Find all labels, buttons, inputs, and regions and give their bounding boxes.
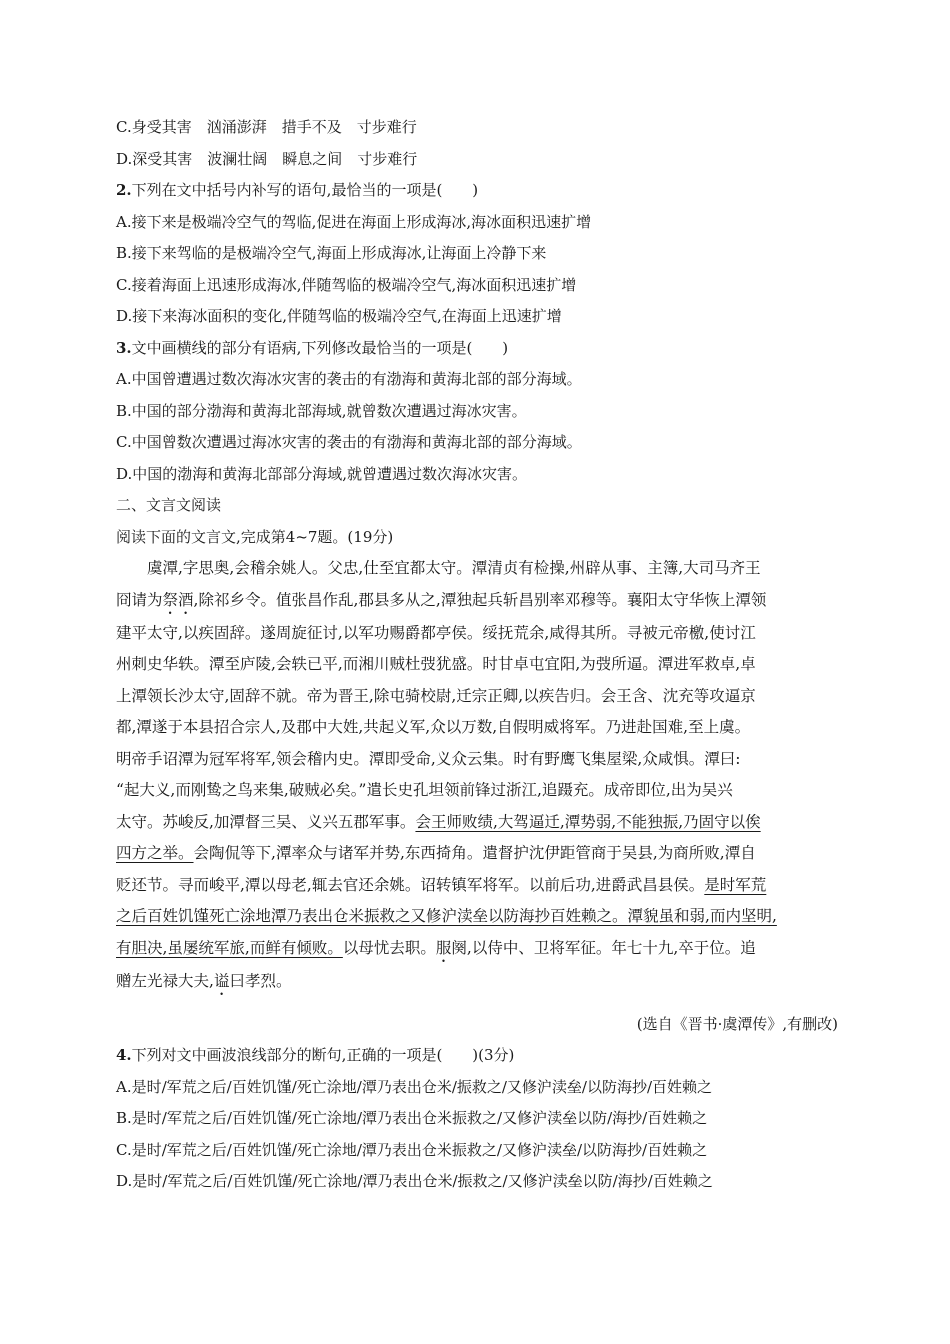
passage-text: ,除祁乡令。值张昌作乱,郡县多从之,潭独起兵斩昌别率邓穆等。襄阳太守华恢上潭领 bbox=[193, 590, 767, 609]
dotted-word: 服 bbox=[435, 938, 452, 957]
passage-line: 上潭领长沙太守,固辞不就。帝为晋王,除屯骑校尉,迁宗正卿,以疾告归。会王含、沈充等攻逼京 bbox=[116, 686, 756, 705]
passage-line: 建平太守,以疾固辞。遂周旋征讨,以军功赐爵都亭侯。绥抚荒余,咸得其所。寻被元帝檄,使讨江 bbox=[116, 623, 756, 642]
question-number: 4. bbox=[116, 1046, 132, 1064]
passage-line bbox=[116, 870, 838, 902]
classical-passage bbox=[116, 553, 838, 1040]
underlined-sentence: 四方之举。 bbox=[116, 844, 194, 862]
option-text: 中国曾遭遇过数次海冰灾害的袭击的有渤海和黄海北部的部分海域。 bbox=[131, 370, 582, 388]
q3-option-d bbox=[116, 459, 838, 491]
passage-text: 冏请为 bbox=[116, 590, 163, 609]
question-number: 2. bbox=[116, 181, 132, 199]
option-text: 中国的部分渤海和黄海北部海域,就曾数次遭遇过海冰灾害。 bbox=[131, 401, 527, 420]
option-letter: C. bbox=[116, 118, 132, 136]
option-text: 接下来海冰面积的变化,伴随驾临的极端冷空气,在海面上迅速扩增 bbox=[132, 307, 562, 325]
option-text: 是时/军荒之后/百姓饥馑/死亡涂地/潭乃表出仓米/振救之/又修沪渎垒/以防海抄/百姓赖之 bbox=[131, 1077, 713, 1096]
underlined-sentence: 会王师败绩,大驾逼迁,潭势弱,不能独振,乃固守以俟 bbox=[415, 812, 761, 831]
passage-line bbox=[116, 901, 838, 933]
passage-text: 以母忧去职。 bbox=[342, 938, 436, 957]
option-letter: A. bbox=[116, 1077, 132, 1096]
passage-line bbox=[116, 966, 838, 999]
dotted-word: 祭酒 bbox=[162, 590, 194, 609]
q2-option-b bbox=[116, 238, 838, 270]
q2-option-d bbox=[116, 301, 838, 333]
passage-text: 曰孝烈。 bbox=[229, 971, 292, 990]
wavy-underlined-sentence: 是时军荒 bbox=[704, 875, 767, 894]
question-2-stem bbox=[116, 175, 838, 207]
option-letter: D. bbox=[116, 149, 133, 168]
option-letter: A. bbox=[116, 212, 132, 231]
option-letter: C. bbox=[116, 275, 132, 294]
passage-text: 贬还节。寻而峻平,潭以母老,辄去官还余姚。诏转镇军将军。以前后功,进爵武昌县侯。 bbox=[116, 875, 705, 894]
q4-option-b bbox=[116, 1103, 838, 1135]
option-letter: B. bbox=[116, 244, 132, 262]
question-text: 下列在文中括号内补写的语句,最恰当的一项是( ) bbox=[131, 181, 479, 199]
option-text: 是时/军荒之后/百姓饥馑/死亡涂地/潭乃表出仓米振救之/又修沪渎垒/以防海抄/百姓赖之 bbox=[131, 1140, 708, 1159]
option-text: 接下来是极端冷空气的驾临,促进在海面上形成海冰,海冰面积迅速扩增 bbox=[131, 212, 592, 231]
dotted-word: 谥 bbox=[213, 971, 230, 990]
q3-option-b bbox=[116, 396, 838, 428]
passage-text: 太守。苏峻反,加潭督三吴、义兴五郡军事。 bbox=[116, 812, 416, 831]
underlined-sentence: 有胆决,虽屡统军旅,而鲜有倾败。 bbox=[116, 938, 343, 957]
passage-text: 赠左光禄大夫, bbox=[116, 971, 214, 990]
passage-text: 阕 bbox=[451, 938, 467, 957]
option-letter: C. bbox=[116, 1140, 132, 1159]
section-heading: 二、文言文阅读 bbox=[116, 496, 222, 514]
passage-line: “起大义,而刚鸷之鸟来集,破贼必矣。”遣长史孔坦领前锋过浙江,追蹑充。成帝即位,出为吴兴 bbox=[116, 781, 733, 799]
option-letter: C. bbox=[116, 433, 132, 451]
option-letter: A. bbox=[116, 370, 132, 388]
question-4-stem bbox=[116, 1040, 838, 1072]
passage-line bbox=[116, 807, 838, 839]
option-c-line bbox=[116, 112, 838, 144]
passage-line bbox=[116, 933, 838, 966]
passage-line: 州刺史华轶。潭至庐陵,会轶已平,而湘川贼杜弢犹盛。时甘卓屯宜阳,为弢所逼。潭进军救卓,卓 bbox=[116, 655, 756, 673]
underlined-sentence: 潭貌虽和弱,而内坚明, bbox=[627, 907, 777, 925]
option-letter: D. bbox=[116, 1172, 133, 1190]
passage-line bbox=[116, 838, 838, 870]
option-letter: B. bbox=[116, 401, 132, 420]
q4-option-a bbox=[116, 1072, 838, 1104]
option-letter: B. bbox=[116, 1109, 132, 1127]
passage-line: 明帝手诏潭为冠军将军,领会稽内史。潭即受命,义众云集。时有野鹰飞集屋梁,众咸惧。潭曰: bbox=[116, 749, 741, 768]
option-text: 中国的渤海和黄海北部部分海域,就曾遭遇过数次海冰灾害。 bbox=[132, 464, 528, 483]
q3-option-a bbox=[116, 364, 838, 396]
passage-text: 会陶侃等下,潭率众与诸军并势,东西掎角。遣督护沈伊距管商于吴县,为商所败,潭自 bbox=[193, 844, 756, 862]
q4-option-c bbox=[116, 1135, 838, 1167]
passage-text: ,以侍中、卫将军征。年七十九,卒于位。追 bbox=[466, 938, 756, 957]
option-text: 接着海面上迅速形成海冰,伴随驾临的极端冷空气,海冰面积迅速扩增 bbox=[131, 275, 577, 294]
option-text: 中国曾数次遭遇过海冰灾害的袭击的有渤海和黄海北部的部分海域。 bbox=[131, 433, 582, 451]
option-text: 身受其害 汹涌澎湃 措手不及 寸步难行 bbox=[131, 118, 417, 136]
passage-line: 虞潭,字思奥,会稽余姚人。父忠,仕至宜都太守。潭清贞有检操,州辟从事、主簿,大司马齐王 bbox=[147, 559, 761, 577]
option-text: 深受其害 波澜壮阔 瞬息之间 寸步难行 bbox=[132, 149, 418, 168]
q2-option-c bbox=[116, 270, 838, 302]
option-letter: D. bbox=[116, 464, 133, 483]
wavy-underlined-sentence: 之后百姓饥馑死亡涂地潭乃表出仓米振救之又修沪渎垒以防海抄百姓赖之。 bbox=[116, 907, 628, 925]
option-text: 接下来驾临的是极端冷空气,海面上形成海冰,让海面上冷静下来 bbox=[131, 244, 547, 262]
option-letter: D. bbox=[116, 307, 133, 325]
passage-line: 都,潭遂于本县招合宗人,及郡中大姓,共起义军,众以万数,自假明威将军。乃进赴国难,至上虞。 bbox=[116, 718, 751, 736]
question-text: 下列对文中画波浪线部分的断句,正确的一项是( )(3分) bbox=[131, 1046, 515, 1064]
document-page bbox=[116, 112, 838, 1198]
question-text: 文中画横线的部分有语病,下列修改最恰当的一项是( ) bbox=[131, 338, 509, 357]
q2-option-a bbox=[116, 207, 838, 239]
option-text: 是时/军荒之后/百姓饥馑/死亡涂地/潭乃表出仓米振救之/又修沪渎垒以防/海抄/百姓赖之 bbox=[131, 1109, 708, 1127]
q4-option-d bbox=[116, 1166, 838, 1198]
passage-source: (选自《晋书·虞潭传》,有删改) bbox=[636, 1014, 838, 1033]
section-instruction: 阅读下面的文言文,完成第4~7题。(19分) bbox=[116, 527, 394, 546]
q3-option-c bbox=[116, 427, 838, 459]
option-d-line bbox=[116, 144, 838, 176]
question-3-stem bbox=[116, 333, 838, 365]
option-text: 是时/军荒之后/百姓饥馑/死亡涂地/潭乃表出仓米/振救之/又修沪渎垒以防/海抄/百姓赖之 bbox=[132, 1172, 713, 1190]
question-number: 3. bbox=[116, 338, 132, 357]
passage-line bbox=[116, 585, 838, 618]
